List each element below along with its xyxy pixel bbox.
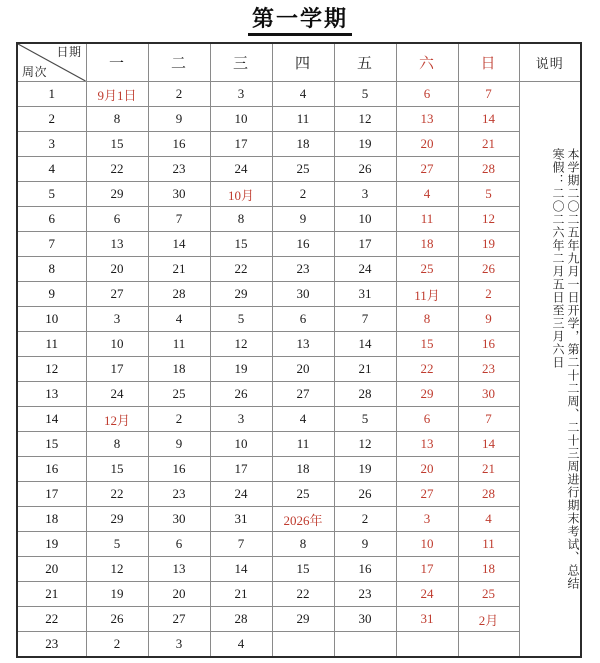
- date-cell-thu: 11: [272, 432, 334, 457]
- week-number-cell: 1: [17, 82, 86, 107]
- date-cell-tue: 23: [148, 157, 210, 182]
- date-cell-fri: 19: [334, 132, 396, 157]
- page-title-area: [0, 0, 600, 34]
- date-cell-mon: 15: [86, 457, 148, 482]
- date-cell-sun: 21: [458, 457, 519, 482]
- date-cell-mon: 13: [86, 232, 148, 257]
- week-number-cell: 4: [17, 157, 86, 182]
- table-row: [17, 107, 581, 132]
- date-cell-sun: 25: [458, 582, 519, 607]
- weekday-header-mon: 一: [86, 43, 148, 82]
- date-cell-sat: 11月: [396, 282, 458, 307]
- date-cell-tue: 4: [148, 307, 210, 332]
- weekday-header-wed: 三: [210, 43, 272, 82]
- date-cell-thu: 22: [272, 582, 334, 607]
- date-cell-sat: 13: [396, 432, 458, 457]
- date-cell-mon: 5: [86, 532, 148, 557]
- date-cell-tue: 9: [148, 432, 210, 457]
- date-cell-sat: 15: [396, 332, 458, 357]
- weekday-header-fri: 五: [334, 43, 396, 82]
- date-cell-thu: 2: [272, 182, 334, 207]
- date-cell-tue: 6: [148, 532, 210, 557]
- week-number-cell: 9: [17, 282, 86, 307]
- date-cell-tue: 30: [148, 182, 210, 207]
- table-row: [17, 307, 581, 332]
- table-row: [17, 232, 581, 257]
- date-cell-sun: 28: [458, 482, 519, 507]
- week-number-cell: 5: [17, 182, 86, 207]
- date-cell-fri: 19: [334, 457, 396, 482]
- week-number-cell: 19: [17, 532, 86, 557]
- date-cell-sun: 9: [458, 307, 519, 332]
- date-cell-sun: 16: [458, 332, 519, 357]
- weekday-header-sun: 日: [458, 43, 519, 82]
- weekday-header-tue: 二: [148, 43, 210, 82]
- date-cell-fri: 14: [334, 332, 396, 357]
- date-cell-mon: 8: [86, 432, 148, 457]
- date-cell-mon: 3: [86, 307, 148, 332]
- date-cell-fri: 21: [334, 357, 396, 382]
- date-cell-mon: 22: [86, 482, 148, 507]
- date-cell-fri: 7: [334, 307, 396, 332]
- date-cell-fri: 9: [334, 532, 396, 557]
- semester-calendar-table: [16, 42, 582, 658]
- date-cell-tue: 3: [148, 632, 210, 657]
- date-cell-mon: 6: [86, 207, 148, 232]
- date-cell-wed: 22: [210, 257, 272, 282]
- date-cell-thu: 16: [272, 232, 334, 257]
- date-cell-wed: 3: [210, 82, 272, 107]
- week-number-cell: 13: [17, 382, 86, 407]
- date-cell-sun: 21: [458, 132, 519, 157]
- table-row: [17, 457, 581, 482]
- date-cell-sat: 20: [396, 132, 458, 157]
- date-cell-sun: [458, 632, 519, 657]
- date-cell-sat: 17: [396, 557, 458, 582]
- date-cell-mon: 2: [86, 632, 148, 657]
- date-cell-sat: 25: [396, 257, 458, 282]
- date-cell-sat: 29: [396, 382, 458, 407]
- date-cell-tue: 14: [148, 232, 210, 257]
- date-cell-sun: 7: [458, 82, 519, 107]
- date-cell-tue: 13: [148, 557, 210, 582]
- date-cell-tue: 21: [148, 257, 210, 282]
- table-row: [17, 332, 581, 357]
- date-cell-tue: 28: [148, 282, 210, 307]
- date-cell-fri: 2: [334, 507, 396, 532]
- table-row: [17, 382, 581, 407]
- date-cell-sun: 14: [458, 107, 519, 132]
- date-cell-sat: 24: [396, 582, 458, 607]
- date-cell-thu: 18: [272, 457, 334, 482]
- date-cell-wed: 17: [210, 132, 272, 157]
- date-cell-mon: 29: [86, 507, 148, 532]
- date-cell-mon: 9月1日: [86, 82, 148, 107]
- date-cell-sat: 6: [396, 407, 458, 432]
- week-number-cell: 7: [17, 232, 86, 257]
- date-cell-thu: 8: [272, 532, 334, 557]
- date-cell-wed: 29: [210, 282, 272, 307]
- date-cell-sat: 27: [396, 482, 458, 507]
- date-cell-sat: 4: [396, 182, 458, 207]
- date-cell-thu: 25: [272, 157, 334, 182]
- notes-header: 说明: [519, 43, 581, 82]
- date-cell-mon: 27: [86, 282, 148, 307]
- table-row: [17, 257, 581, 282]
- date-cell-sun: 28: [458, 157, 519, 182]
- weekday-header-thu: 四: [272, 43, 334, 82]
- date-cell-tue: 25: [148, 382, 210, 407]
- table-row: [17, 182, 581, 207]
- header-row: [17, 43, 581, 82]
- table-row: [17, 282, 581, 307]
- date-cell-fri: 3: [334, 182, 396, 207]
- table-row: [17, 207, 581, 232]
- date-cell-mon: 22: [86, 157, 148, 182]
- week-number-cell: 16: [17, 457, 86, 482]
- date-cell-sun: 19: [458, 232, 519, 257]
- date-cell-fri: 26: [334, 482, 396, 507]
- week-number-cell: 23: [17, 632, 86, 657]
- date-cell-wed: 10月: [210, 182, 272, 207]
- weekday-header-sat: 六: [396, 43, 458, 82]
- date-cell-fri: 16: [334, 557, 396, 582]
- date-cell-wed: 3: [210, 407, 272, 432]
- date-cell-fri: 26: [334, 157, 396, 182]
- table-header: [17, 43, 581, 82]
- date-cell-fri: 17: [334, 232, 396, 257]
- date-cell-tue: 27: [148, 607, 210, 632]
- date-cell-sun: 18: [458, 557, 519, 582]
- date-cell-wed: 10: [210, 432, 272, 457]
- date-cell-sun: 23: [458, 357, 519, 382]
- notes-line-secondary: 寒假：二〇二六年二月五日至三月六日: [551, 147, 565, 369]
- date-cell-thu: [272, 632, 334, 657]
- date-cell-sun: 12: [458, 207, 519, 232]
- date-cell-tue: 2: [148, 407, 210, 432]
- corner-week-label: 周次: [22, 65, 48, 79]
- date-cell-fri: 24: [334, 257, 396, 282]
- date-cell-thu: 25: [272, 482, 334, 507]
- date-cell-thu: 15: [272, 557, 334, 582]
- date-cell-mon: 26: [86, 607, 148, 632]
- date-cell-wed: 21: [210, 582, 272, 607]
- date-cell-thu: 29: [272, 607, 334, 632]
- date-cell-sat: 31: [396, 607, 458, 632]
- date-cell-wed: 19: [210, 357, 272, 382]
- week-number-cell: 18: [17, 507, 86, 532]
- date-cell-sat: 6: [396, 82, 458, 107]
- date-cell-wed: 8: [210, 207, 272, 232]
- date-cell-mon: 12月: [86, 407, 148, 432]
- date-cell-tue: 2: [148, 82, 210, 107]
- date-cell-tue: 16: [148, 457, 210, 482]
- date-cell-sun: 2: [458, 282, 519, 307]
- date-cell-thu: 20: [272, 357, 334, 382]
- date-cell-thu: 27: [272, 382, 334, 407]
- date-cell-wed: 5: [210, 307, 272, 332]
- date-cell-sat: 11: [396, 207, 458, 232]
- date-cell-mon: 19: [86, 582, 148, 607]
- date-cell-sun: 4: [458, 507, 519, 532]
- date-cell-wed: 12: [210, 332, 272, 357]
- date-cell-thu: 13: [272, 332, 334, 357]
- date-cell-fri: 5: [334, 407, 396, 432]
- notes-content: [520, 148, 581, 590]
- table-row: [17, 357, 581, 382]
- table-row: [17, 532, 581, 557]
- date-cell-fri: 30: [334, 607, 396, 632]
- date-cell-thu: 6: [272, 307, 334, 332]
- date-cell-wed: 24: [210, 482, 272, 507]
- date-cell-wed: 15: [210, 232, 272, 257]
- week-number-cell: 14: [17, 407, 86, 432]
- table-row: [17, 632, 581, 657]
- table-row: [17, 132, 581, 157]
- date-cell-wed: 4: [210, 632, 272, 657]
- date-cell-thu: 23: [272, 257, 334, 282]
- table-row: [17, 607, 581, 632]
- date-cell-thu: 30: [272, 282, 334, 307]
- week-number-cell: 15: [17, 432, 86, 457]
- date-cell-tue: 16: [148, 132, 210, 157]
- date-cell-thu: 2026年: [272, 507, 334, 532]
- date-cell-mon: 24: [86, 382, 148, 407]
- semester-calendar-container: [16, 42, 581, 658]
- date-cell-sun: 14: [458, 432, 519, 457]
- corner-header-cell: [17, 43, 86, 82]
- date-cell-sat: 13: [396, 107, 458, 132]
- date-cell-tue: 18: [148, 357, 210, 382]
- date-cell-mon: 10: [86, 332, 148, 357]
- table-row: [17, 557, 581, 582]
- corner-date-label: 日期: [56, 45, 82, 59]
- week-number-cell: 10: [17, 307, 86, 332]
- date-cell-sun: 26: [458, 257, 519, 282]
- date-cell-sun: 7: [458, 407, 519, 432]
- table-row: [17, 82, 581, 107]
- date-cell-sun: 2月: [458, 607, 519, 632]
- date-cell-tue: 7: [148, 207, 210, 232]
- date-cell-fri: 23: [334, 582, 396, 607]
- date-cell-thu: 4: [272, 407, 334, 432]
- table-row: [17, 157, 581, 182]
- date-cell-sat: 10: [396, 532, 458, 557]
- date-cell-fri: [334, 632, 396, 657]
- week-number-cell: 3: [17, 132, 86, 157]
- date-cell-fri: 12: [334, 432, 396, 457]
- date-cell-wed: 31: [210, 507, 272, 532]
- date-cell-fri: 12: [334, 107, 396, 132]
- date-cell-wed: 24: [210, 157, 272, 182]
- date-cell-fri: 5: [334, 82, 396, 107]
- date-cell-thu: 4: [272, 82, 334, 107]
- date-cell-sun: 5: [458, 182, 519, 207]
- date-cell-thu: 9: [272, 207, 334, 232]
- week-number-cell: 11: [17, 332, 86, 357]
- week-number-cell: 20: [17, 557, 86, 582]
- notes-cell: [519, 82, 581, 657]
- week-number-cell: 8: [17, 257, 86, 282]
- date-cell-sat: 20: [396, 457, 458, 482]
- date-cell-sat: 8: [396, 307, 458, 332]
- date-cell-wed: 10: [210, 107, 272, 132]
- date-cell-sat: 22: [396, 357, 458, 382]
- week-number-cell: 21: [17, 582, 86, 607]
- table-row: [17, 482, 581, 507]
- date-cell-fri: 31: [334, 282, 396, 307]
- date-cell-tue: 20: [148, 582, 210, 607]
- date-cell-wed: 28: [210, 607, 272, 632]
- date-cell-mon: 29: [86, 182, 148, 207]
- table-row: [17, 407, 581, 432]
- notes-line-main: 本学期二〇二五年九月一日开学，第二十二周、二十三周进行期末考试、总结: [566, 147, 580, 590]
- page-title: 第一学期: [248, 6, 352, 36]
- date-cell-thu: 11: [272, 107, 334, 132]
- date-cell-tue: 11: [148, 332, 210, 357]
- date-cell-sat: 18: [396, 232, 458, 257]
- date-cell-thu: 18: [272, 132, 334, 157]
- date-cell-wed: 17: [210, 457, 272, 482]
- date-cell-sun: 11: [458, 532, 519, 557]
- date-cell-tue: 30: [148, 507, 210, 532]
- date-cell-sat: 27: [396, 157, 458, 182]
- week-number-cell: 6: [17, 207, 86, 232]
- week-number-cell: 2: [17, 107, 86, 132]
- date-cell-sun: 30: [458, 382, 519, 407]
- date-cell-fri: 28: [334, 382, 396, 407]
- date-cell-mon: 8: [86, 107, 148, 132]
- week-number-cell: 17: [17, 482, 86, 507]
- table-body: [17, 82, 581, 657]
- date-cell-mon: 12: [86, 557, 148, 582]
- week-number-cell: 12: [17, 357, 86, 382]
- date-cell-fri: 10: [334, 207, 396, 232]
- date-cell-sat: [396, 632, 458, 657]
- date-cell-mon: 20: [86, 257, 148, 282]
- table-row: [17, 582, 581, 607]
- date-cell-mon: 17: [86, 357, 148, 382]
- week-number-cell: 22: [17, 607, 86, 632]
- date-cell-tue: 9: [148, 107, 210, 132]
- table-row: [17, 432, 581, 457]
- date-cell-wed: 26: [210, 382, 272, 407]
- date-cell-wed: 14: [210, 557, 272, 582]
- table-row: [17, 507, 581, 532]
- date-cell-wed: 7: [210, 532, 272, 557]
- date-cell-tue: 23: [148, 482, 210, 507]
- date-cell-mon: 15: [86, 132, 148, 157]
- date-cell-sat: 3: [396, 507, 458, 532]
